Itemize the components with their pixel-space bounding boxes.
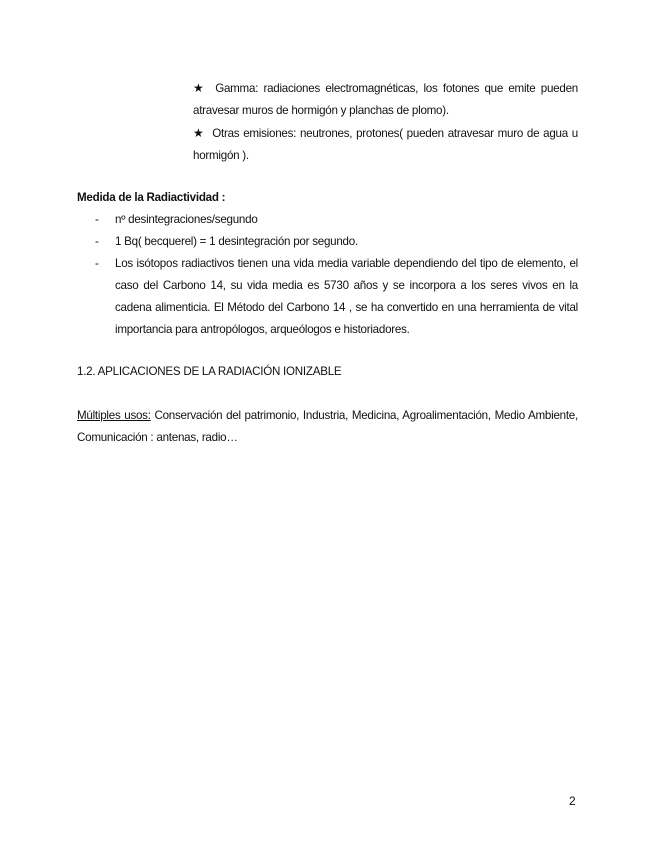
star-icon: ★ — [193, 81, 206, 95]
medida-list — [77, 209, 578, 341]
star-icon: ★ — [193, 126, 205, 140]
emission-list — [193, 77, 578, 167]
usos-paragraph — [77, 405, 578, 449]
page-number: 2 — [569, 794, 576, 808]
list-item — [77, 231, 578, 253]
list-item — [77, 209, 578, 231]
section-heading: 1.2. APLICACIONES DE LA RADIACIÓN IONIZABLE — [77, 365, 342, 378]
list-item — [77, 253, 578, 341]
emission-item-gamma — [193, 77, 578, 122]
list-item-text: 1 Bq( becquerel) = 1 desintegración por segundo. — [115, 235, 358, 248]
list-item-text: Los isótopos radiactivos tienen una vida media variable dependiendo del tipo de elemento, el caso del Carbono 14, su vida media es 5730 años y se incorpora a los seres vivos en la cadena alimenticia. El Método del Carbono 14 , se ha convertido en una herramienta de vital importancia para antropólogos, arqueólogos e historiadores. — [115, 257, 578, 336]
emission-text: Otras emisiones: neutrones, protones( pueden atravesar muro de agua u hormigón ). — [193, 127, 578, 162]
dash-bullet-icon: - — [95, 235, 99, 248]
emission-text: Gamma: radiaciones electromagnéticas, los fotones que emite pueden atravesar muros de hormigón y planchas de plomo). — [193, 82, 578, 117]
dash-bullet-icon: - — [95, 257, 99, 270]
medida-heading: Medida de la Radiactividad : — [77, 191, 226, 204]
usos-label: Múltiples usos: — [77, 409, 151, 422]
list-item-text: nº desintegraciones/segundo — [115, 213, 258, 226]
dash-bullet-icon: - — [95, 213, 99, 226]
emission-item-otras — [193, 122, 578, 167]
usos-text: Conservación del patrimonio, Industria, Medicina, Agroalimentación, Medio Ambiente, Comunicación : antenas, radio… — [77, 409, 578, 444]
